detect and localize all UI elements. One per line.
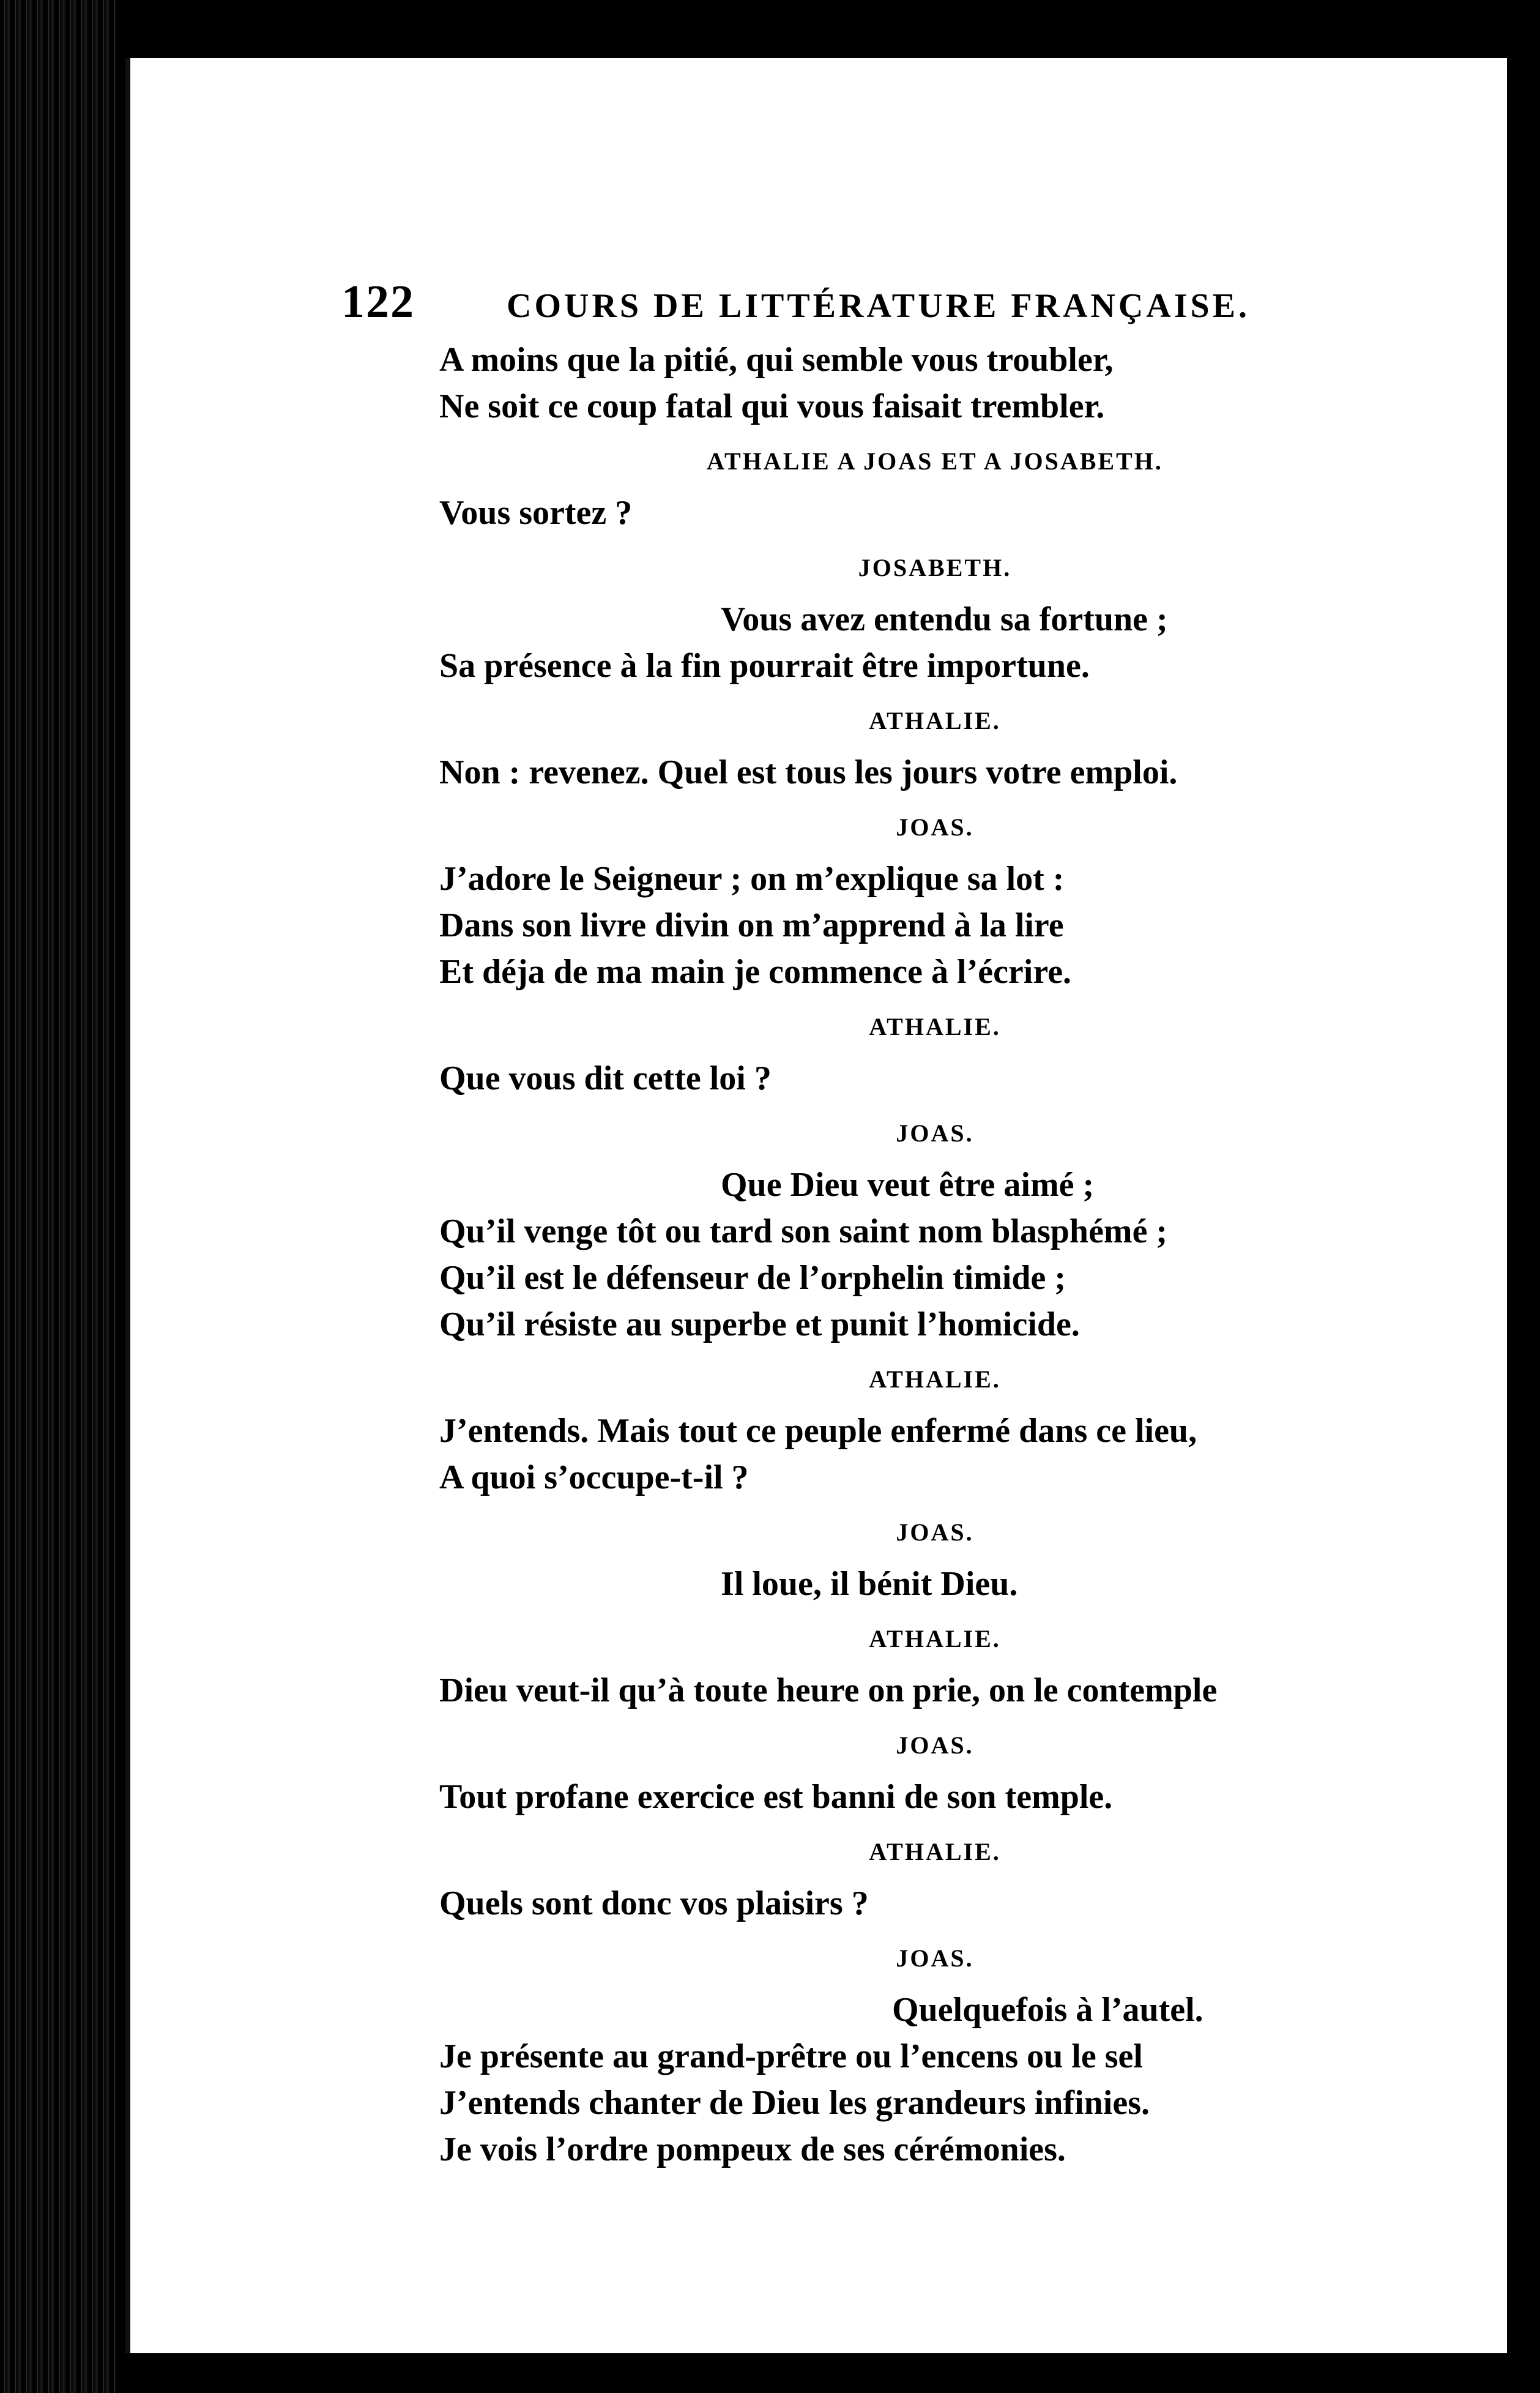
speaker-label: ATHALIE. (869, 1838, 1001, 1865)
dialogue-text (439, 337, 1430, 2173)
speaker-label: JOSABETH. (858, 554, 1012, 581)
verse-line: A quoi s’occupe-t-il ? (439, 1458, 749, 1496)
speaker-label: JOAS. (896, 1119, 974, 1147)
speaker-label: JOAS. (896, 1518, 974, 1546)
verse-line: A moins que la pitié, qui semble vous troubler, (439, 341, 1114, 379)
running-title: COURS DE LITTÉRATURE FRANÇAISE. (507, 287, 1251, 325)
verse-line: Tout profane exercice est banni de son temple. (439, 1778, 1113, 1816)
speaker-label: ATHALIE. (869, 1365, 1001, 1393)
verse-line: Dans son livre divin on m’apprend à la lire (439, 906, 1064, 944)
verse-line: Il loue, il bénit Dieu. (721, 1565, 1018, 1603)
speaker-label: JOAS. (896, 1731, 974, 1759)
page-header (341, 275, 1382, 327)
verse-line: Que Dieu veut être aimé ; (721, 1166, 1095, 1204)
verse-line: Je présente au grand-prêtre ou l’encens ou le sel (439, 2037, 1143, 2075)
verse-line: J’entends. Mais tout ce peuple enfermé dans ce lieu, (439, 1412, 1197, 1450)
verse-line: Et déja de ma main je commence à l’écrire. (439, 953, 1072, 991)
verse-line: Vous avez entendu sa fortune ; (721, 600, 1168, 638)
verse-line: Vous sortez ? (439, 494, 633, 532)
speaker-label: ATHALIE A JOAS ET A JOSABETH. (707, 447, 1163, 475)
verse-line: Dieu veut-il qu’à toute heure on prie, on le contemple (439, 1671, 1218, 1709)
verse-line: Sa présence à la fin pourrait être importune. (439, 647, 1090, 685)
page-number: 122 (341, 276, 415, 327)
book-page (125, 58, 1507, 2353)
verse-line: Je vois l’ordre pompeux de ses cérémonies. (439, 2130, 1066, 2168)
speaker-label: JOAS. (896, 813, 974, 841)
verse-line: Quels sont donc vos plaisirs ? (439, 1884, 869, 1922)
speaker-label: ATHALIE. (869, 707, 1001, 734)
verse-line: Quelquefois à l’autel. (892, 1991, 1203, 2029)
speaker-label: JOAS. (896, 1944, 974, 1972)
speaker-label: ATHALIE. (869, 1013, 1001, 1040)
verse-line: Que vous dit cette loi ? (439, 1059, 772, 1097)
speaker-label: ATHALIE. (869, 1625, 1001, 1652)
verse-line: Qu’il est le défenseur de l’orphelin timide ; (439, 1259, 1066, 1297)
verse-line: Qu’il venge tôt ou tard son saint nom blasphémé ; (439, 1212, 1168, 1250)
verse-line: Non : revenez. Quel est tous les jours votre emploi. (439, 753, 1178, 791)
book-spine (0, 0, 116, 2393)
verse-line: Ne soit ce coup fatal qui vous faisait trembler. (439, 387, 1105, 425)
page-content (130, 58, 1507, 2353)
verse-line: J’adore le Seigneur ; on m’explique sa lot : (439, 860, 1065, 898)
verse-line: J’entends chanter de Dieu les grandeurs infinies. (439, 2084, 1150, 2122)
verse-line: Qu’il résiste au superbe et punit l’homicide. (439, 1305, 1080, 1343)
